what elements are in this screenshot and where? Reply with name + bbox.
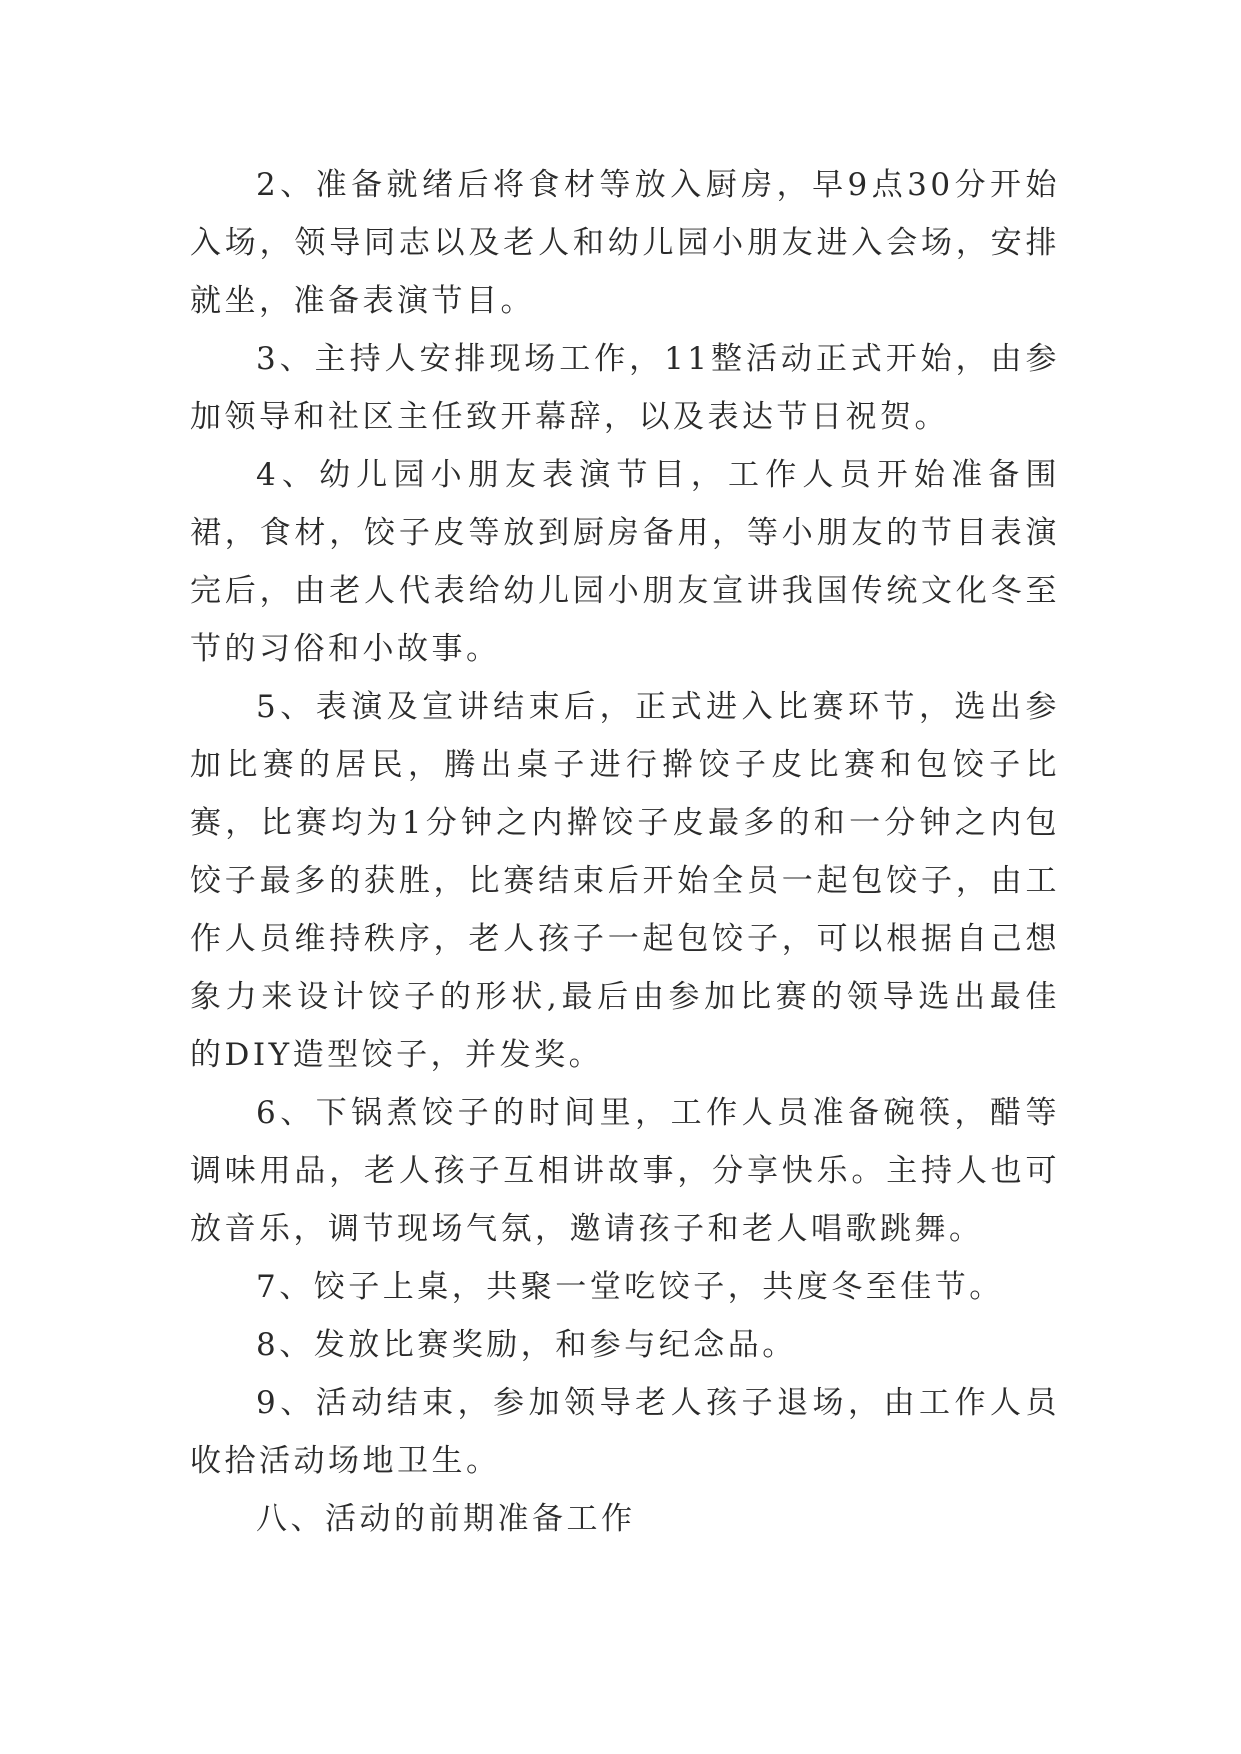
document-body (190, 156, 1060, 1548)
paragraph-step-8: 8、发放比赛奖励，和参与纪念品。 (256, 1327, 797, 1363)
paragraph-step-7: 7、饺子上桌，共聚一堂吃饺子，共度冬至佳节。 (256, 1269, 1004, 1305)
paragraph-step-2: 2、准备就绪后将食材等放入厨房，早9点30分开始入场，领导同志以及老人和幼儿园小朋友进入会场，安排就坐，准备表演节目。 (190, 167, 1060, 319)
paragraph-step-6: 6、下锅煮饺子的时间里，工作人员准备碗筷，醋等调味用品，老人孩子互相讲故事，分享快乐。主持人也可放音乐，调节现场气氛，邀请孩子和老人唱歌跳舞。 (190, 1095, 1060, 1247)
paragraph-step-4: 4、幼儿园小朋友表演节目，工作人员开始准备围裙，食材，饺子皮等放到厨房备用，等小朋友的节目表演完后，由老人代表给幼儿园小朋友宣讲我国传统文化冬至节的习俗和小故事。 (190, 457, 1060, 667)
section-heading-8: 八、活动的前期准备工作 (256, 1501, 636, 1537)
paragraph-step-3: 3、主持人安排现场工作，11整活动正式开始，由参加领导和社区主任致开幕辞，以及表达节日祝贺。 (190, 341, 1060, 435)
paragraph-step-9: 9、活动结束，参加领导老人孩子退场，由工作人员收拾活动场地卫生。 (190, 1385, 1060, 1479)
paragraph-step-5: 5、表演及宣讲结束后，正式进入比赛环节，选出参加比赛的居民，腾出桌子进行擀饺子皮比赛和包饺子比赛，比赛均为1分钟之内擀饺子皮最多的和一分钟之内包饺子最多的获胜，比赛结束后开始全员一起包饺子，由工作人员维持秩序，老人孩子一起包饺子，可以根据自己想象力来设计饺子的形状,最后由参加比赛的领导选出最佳的DIY造型饺子，并发奖。 (190, 689, 1060, 1073)
